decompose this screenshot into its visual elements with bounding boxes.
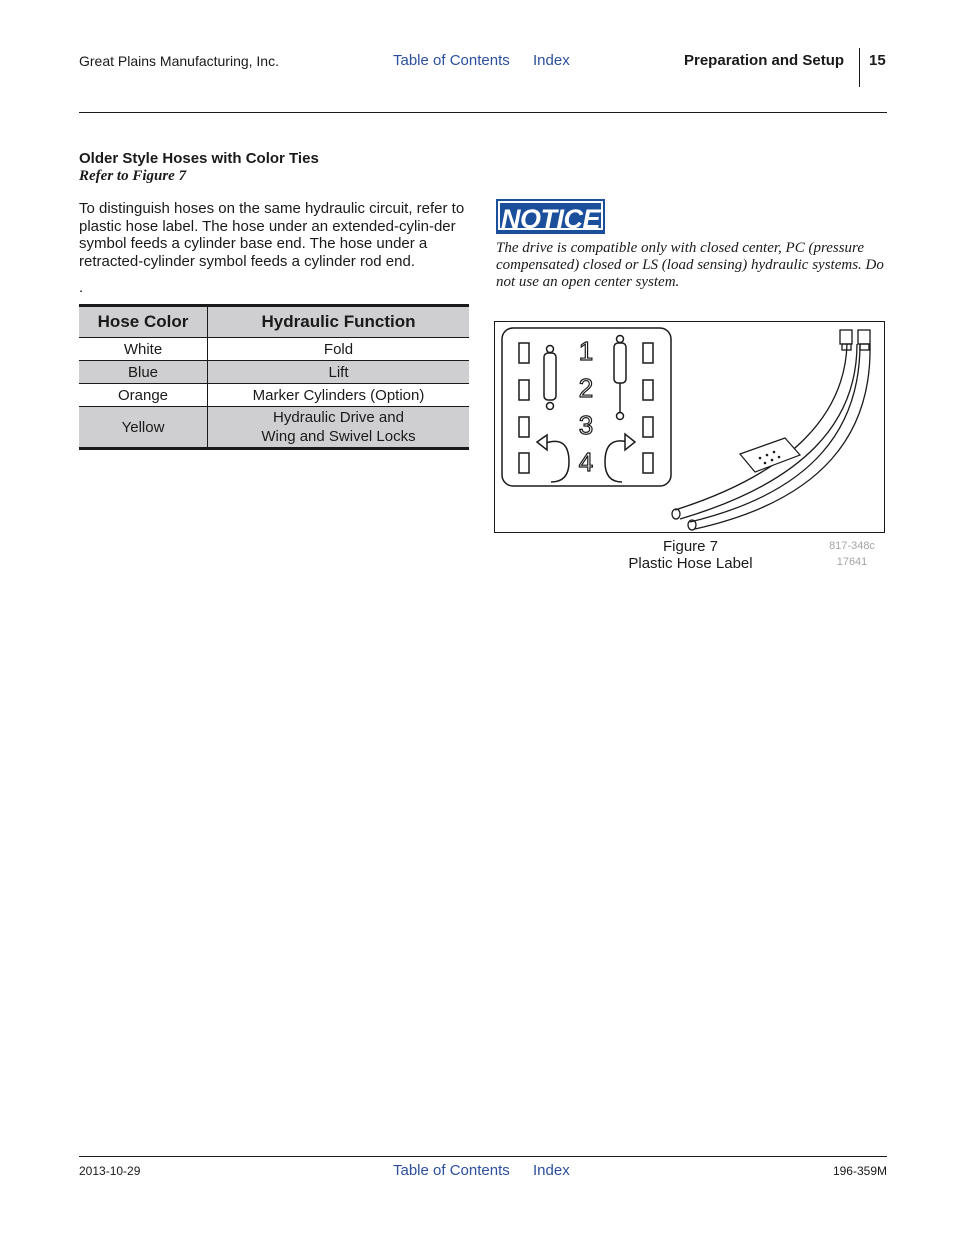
hose-color-cell: White <box>79 338 208 361</box>
hydraulic-function-cell: Lift <box>208 361 470 384</box>
figure-code-line-1: 817-348c <box>829 540 875 552</box>
header-divider <box>859 48 860 87</box>
footer-date: 2013-10-29 <box>79 1164 141 1178</box>
figure-code <box>822 538 882 570</box>
header-toc-link[interactable]: Table of Contents <box>393 52 510 69</box>
figure-reference: Refer to Figure 7 <box>79 168 187 184</box>
figure-code-line-2: 17641 <box>836 556 868 568</box>
retracted-cylinder-icon <box>544 346 556 410</box>
figure-caption-number: Figure 7 <box>662 538 719 555</box>
notice-text: The drive is compatible only with closed center, PC (pressure compensated) closed or LS (load sensing) hydraulic systems. Do not use an open center system. <box>496 240 884 290</box>
column-header-hydraulic-function: Hydraulic Function <box>208 306 470 338</box>
company-name: Great Plains Manufacturing, Inc. <box>79 53 279 69</box>
label-number-4: 4 <box>578 447 594 477</box>
table-row <box>79 361 469 384</box>
function-line-2: Wing and Swivel Locks <box>261 428 416 445</box>
page-number: 15 <box>869 52 886 69</box>
hose-color-cell: Orange <box>79 384 208 407</box>
footer-rule <box>79 1156 887 1157</box>
footer-index-link[interactable]: Index <box>533 1162 570 1179</box>
hydraulic-function-cell <box>208 407 470 449</box>
hose-label-illustration <box>495 322 884 532</box>
function-line-1: Hydraulic Drive and <box>273 409 404 426</box>
notice-badge-text: NOTICE <box>498 201 603 230</box>
figure-frame <box>494 321 885 533</box>
hydraulic-function-cell: Fold <box>208 338 470 361</box>
stray-period: . <box>79 279 84 296</box>
notice-badge <box>496 199 605 234</box>
header-rule <box>79 112 887 113</box>
hose-pair <box>672 330 870 530</box>
subsection-title: Older Style Hoses with Color Ties <box>79 150 319 167</box>
label-number-3: 3 <box>578 410 594 440</box>
document-number: 196-359M <box>832 1164 887 1178</box>
table-row <box>79 407 469 449</box>
hose-color-table <box>79 304 469 450</box>
label-number-1: 1 <box>578 336 594 366</box>
hose-color-cell: Yellow <box>79 407 208 449</box>
hose-clip-label <box>740 438 800 472</box>
figure-caption-title: Plastic Hose Label <box>628 555 753 572</box>
label-number-2: 2 <box>578 373 594 403</box>
body-paragraph: To distinguish hoses on the same hydraulic circuit, refer to plastic hose label. The hose under an extended-cylin-der symbol feeds a cylinder base end. The hose under a retracted-cylinder symbol feeds a cylinder rod end. <box>79 200 465 270</box>
header-index-link[interactable]: Index <box>533 52 570 69</box>
table-row <box>79 384 469 407</box>
table-row <box>79 338 469 361</box>
footer-toc-link[interactable]: Table of Contents <box>393 1162 510 1179</box>
column-header-hose-color: Hose Color <box>79 306 208 338</box>
hydraulic-function-cell: Marker Cylinders (Option) <box>208 384 470 407</box>
hose-color-cell: Blue <box>79 361 208 384</box>
section-heading: Preparation and Setup <box>684 52 845 69</box>
